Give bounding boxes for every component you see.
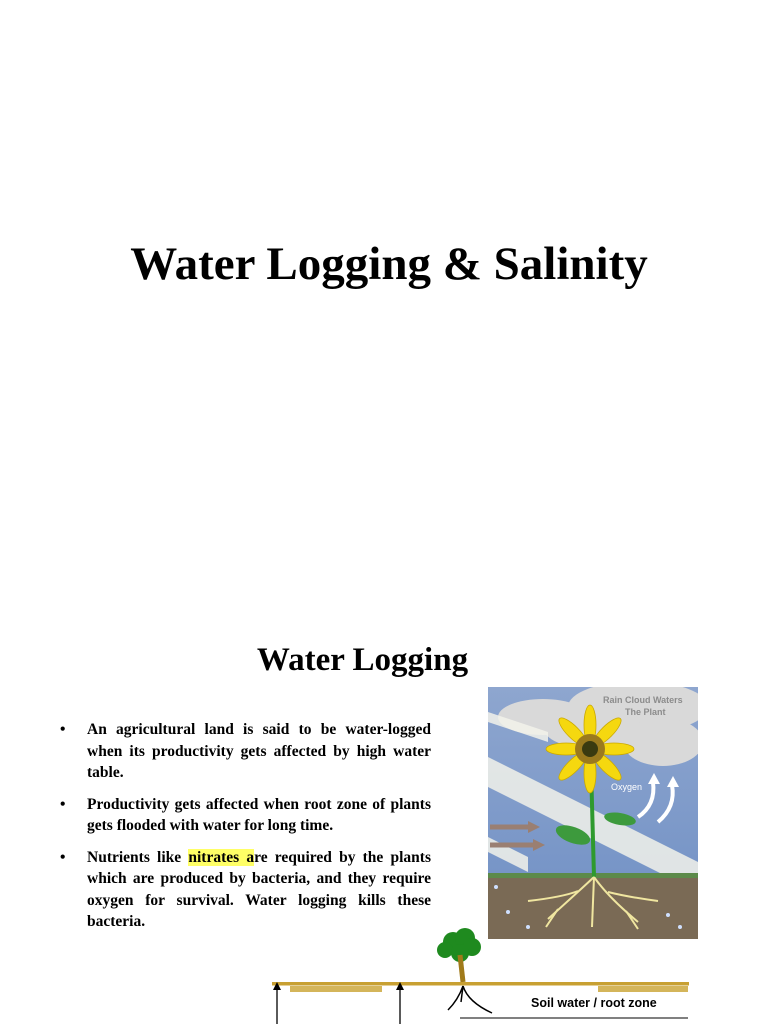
highlighted-text: nitrates a xyxy=(188,848,255,866)
bullet-icon: • xyxy=(60,721,66,738)
sunflower-illustration xyxy=(488,687,698,939)
bullet-list xyxy=(58,719,431,943)
bullet-item xyxy=(58,794,431,837)
bullet-text: An agricultural land is said to be water-logged when its productivity gets affected by high water table. xyxy=(87,721,431,781)
bullet-icon: • xyxy=(60,795,66,813)
bullet-item xyxy=(58,719,431,784)
bullet-text-after: re required by the plants which are produced by bacteria, and they require oxygen for survival. Water logging kills these bacteria. xyxy=(87,848,431,930)
oxygen-label: Oxygen xyxy=(611,782,643,792)
soil-water-label: Soil water / root zone xyxy=(531,996,657,1010)
bullet-text: Productivity gets affected when root zone of plants gets flooded with water for long time. xyxy=(87,795,431,834)
bullet-text-before: Nutrients like xyxy=(87,848,189,866)
slide-title: Water Logging & Salinity xyxy=(130,238,648,290)
bullet-icon: • xyxy=(60,848,66,866)
figure-caption-line1: Rain Cloud Waters xyxy=(603,695,683,705)
figure-caption-line2: The Plant xyxy=(625,707,666,717)
section-heading: Water Logging xyxy=(256,642,469,678)
